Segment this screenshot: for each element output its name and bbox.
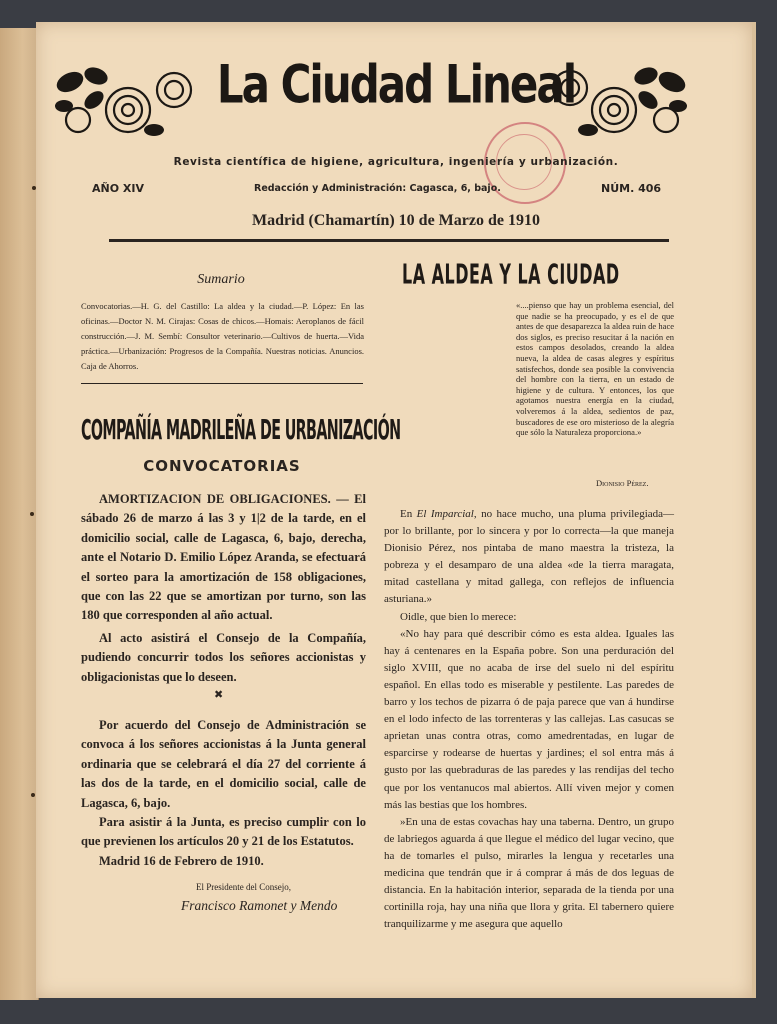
left-paragraph-4: Para asistir á la Junta, es preciso cumplir con lo que previenen los artículos 20 y 21 de los Estatutos. [81, 815, 366, 849]
left-paragraph-5: Madrid 16 de Febrero de 1910. [99, 853, 264, 868]
epigraph: «....pienso que hay un problema esencial, del que nadie se ha preocupado, y es el de que antes de que desaparezca la aldea ruin de hace dos siglos, es preciso resucitar á la nación en estos campos desolados, creando la aldea nueva, la aldea de casas alegres y espíritus satisfechos, donde sea posible la convivencia del hombre con la tierra, en un estado de higiene y de cultura. Y entonces, los que agotamos nuestra energía en la ciudad, volveremos á la aldea, sedientos de paz, buscadores de ese oro misterioso de la alegría que sólo la Naturaleza proporciona.» [516, 300, 674, 438]
left-article-body-2 [81, 716, 366, 871]
editorial-address: Redacción y Administración: Cagasca, 6, bajo. [254, 183, 501, 194]
margin-mark [32, 186, 36, 190]
flower-ornament-left-icon [54, 62, 194, 140]
masthead-subtitle: Revista científica de higiene, agricultura, ingeniería y urbanización. [173, 156, 619, 168]
right-article-body [384, 506, 674, 933]
margin-mark [31, 793, 35, 797]
right-paragraph-3: «No hay para qué describir cómo es esta aldea. Iguales las hay á centenares en la España pobre. Son una perduración del siglo XVIII, que no acaba de irse del suelo ni del espíritu español. En ellas todo es miserable y pestilente. Las paredes de barro y los techos de pizarra ó de paja parece que van á hundirse en el lodo infecto de las torrenteras y las callejas. Las casucas se aprietan unas contra otras, como amedrentadas, en lugar de esparcirse y rodearse de huertas y jardines; el sol entra más á gusto por las quebraduras de las paredes y las rendijas del techo que por los ventanucos mal abiertos. Allí viven mejor y comen más las bestias que los hombres. [384, 627, 674, 811]
sumario-rule [81, 383, 363, 384]
right-headline: LA ALDEA Y LA CIUDAD [402, 259, 620, 291]
sumario-title: Sumario [197, 272, 245, 287]
issue-year: AÑO XIV [92, 182, 144, 195]
left-headline: COMPAÑÍA MADRILEÑA DE URBANIZACIÓN [81, 415, 401, 447]
section-ornament-icon: ✖ [214, 689, 224, 701]
left-paragraph-1: AMORTIZACION DE OBLIGACIONES. — El sábado 26 de marzo á las 3 y 1|2 de la tarde, en el domicilio social, calle de Lagasca, 6, bajo, derecha, ante el Notario D. Emilio López Aranda, se efectuará el sorteo para la amortización de 158 obligaciones, que con las 22 que se amortizan por turno, son las 180 que corresponden al año actual. [81, 492, 366, 623]
sumario-body: Convocatorias.—H. G. del Castillo: La aldea y la ciudad.—P. López: En las oficinas.—Doctor N. M. Cirajas: Cosas de chicos.—Homais: Aeroplanos de fácil construcción.—J. M. Sembí: Consultor veterinario.—Cultivos de huerta.—Vida práctica.—Urbanización: Progresos de la Compañía. Nuestras noticias. Anuncios. Caja de Ahorros. [81, 301, 364, 371]
newspaper-name: El Imparcial [416, 508, 474, 520]
left-paragraph-3: Por acuerdo del Consejo de Administración se convoca á los señores accionistas á la Junta general ordinaria que se celebrará el día 27 del corriente á las dos de la tarde, en el domicilio social, calle de Lagasca, 6, bajo. [81, 718, 366, 810]
left-paragraph-2: Al acto asistirá el Consejo de la Compañía, pudiendo concurrir todos los señores accionistas y obligacionistas que lo deseen. [81, 630, 366, 684]
p1-rest: , no hace mucho, una pluma privilegiada—por lo brillante, por lo sincera y por lo correcta—la que maneja Dionisio Pérez, nos pintaba de mano maestra la tristeza, la pobreza y el desamparo de una aldea «de la tierra maragata, mitad castellana y mitad gallega, con reflejos de influencia asturiana.» [384, 508, 675, 606]
margin-mark [30, 512, 34, 516]
signer-name: Francisco Ramonet y Mendo [181, 898, 338, 913]
signer-label: El Presidente del Consejo, [196, 882, 291, 892]
header-rule [109, 239, 669, 242]
p1-start: En [400, 508, 417, 520]
right-paragraph-4: »En una de estas covachas hay una taberna. Dentro, un grupo de labriegos aguarda á que llegue el médico del lugar vecino, que ha de tomarles el pulso, mirarles la lengua y recetarles una medicina que tendrán que ir á comprar á más de dos leguas de distancia. En la habitación interior, separada de la tienda por una cortinilla roja, hay una niña que llora y grita. El tabernero quiere tranquilizarme y me asegura que aquello [384, 815, 674, 931]
epigraph-author: Dionisio Pérez. [596, 478, 649, 488]
issue-number: NÚM. 406 [601, 182, 662, 195]
right-paragraph-1 [384, 506, 674, 609]
right-paragraph-2: Oidle, que bien lo merece: [400, 610, 517, 623]
newspaper-page [36, 22, 756, 998]
masthead-title: La Ciudad Lineal [216, 53, 576, 116]
convocatorias-subheadline: CONVOCATORIAS [143, 457, 301, 475]
dateline: Madrid (Chamartín) 10 de Marzo de 1910 [252, 212, 540, 229]
left-article-body-1 [81, 490, 366, 687]
